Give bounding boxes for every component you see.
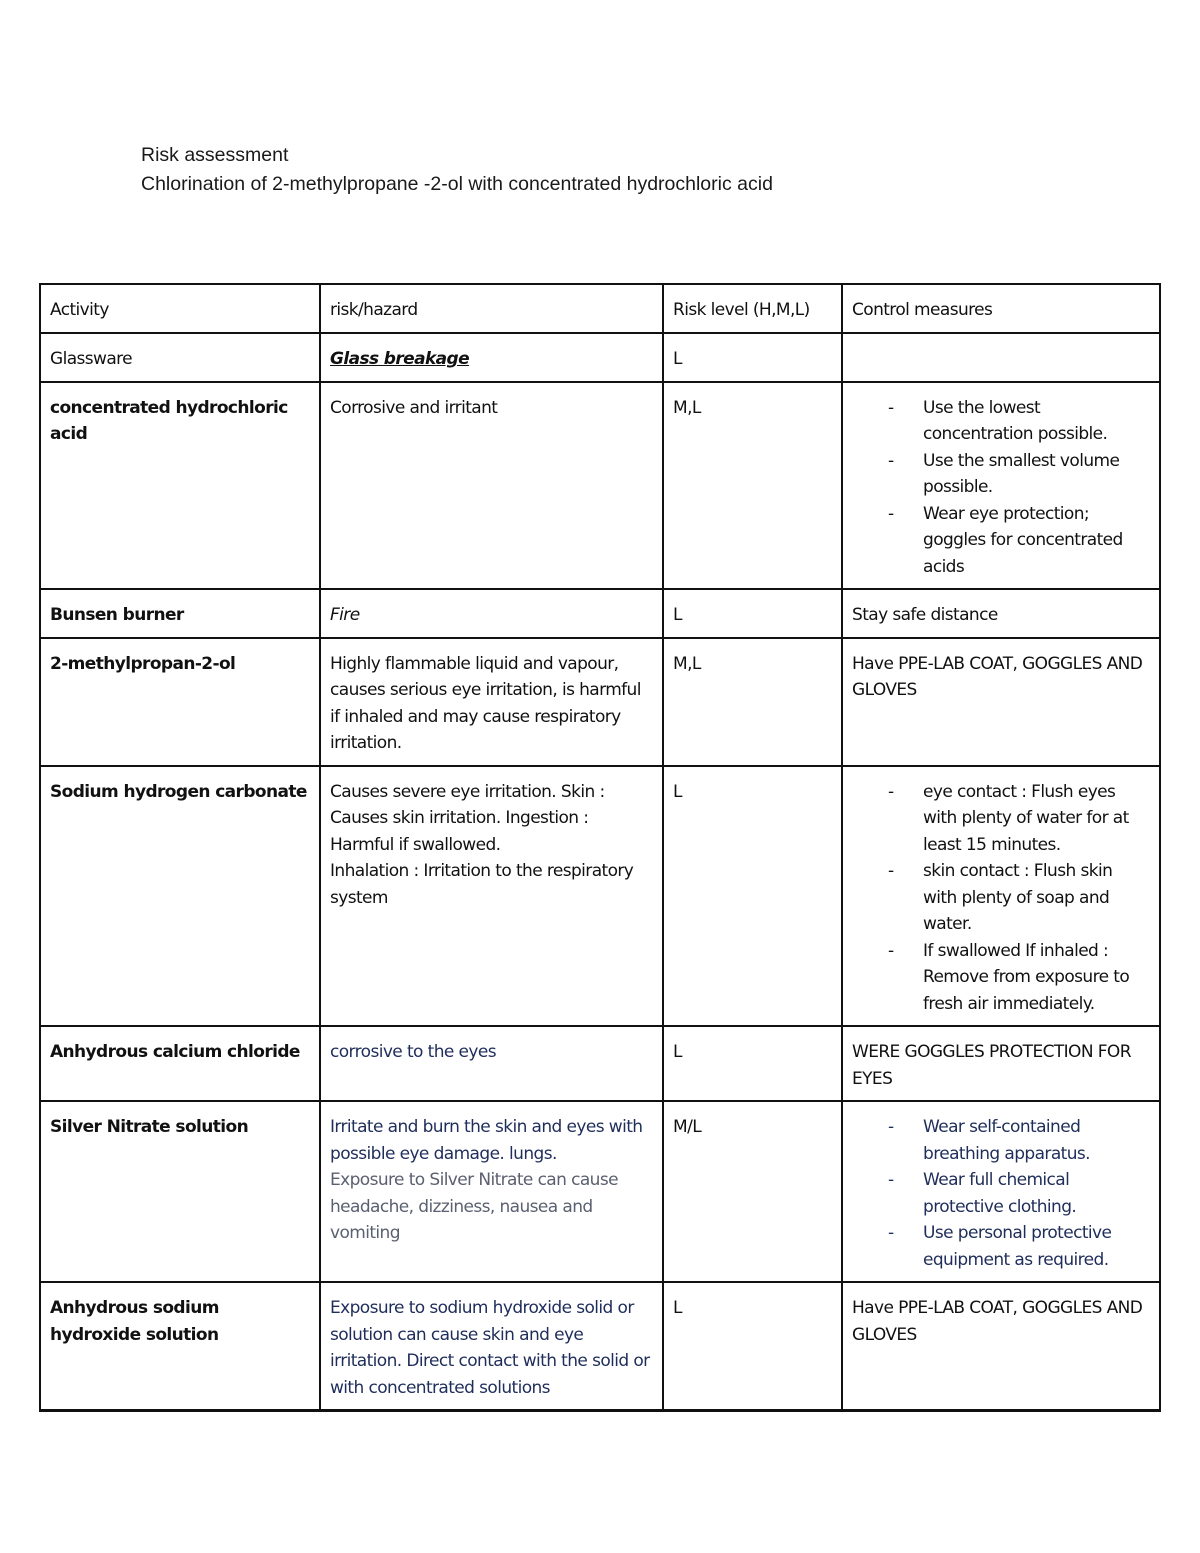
table-row	[40, 589, 1160, 638]
control-cell	[842, 766, 1160, 1027]
hazard-text-2: Inhalation : Irritation to the respiratory system	[330, 861, 634, 908]
table-row	[40, 1101, 1160, 1282]
table-row	[40, 382, 1160, 590]
activity-cell: Silver Nitrate solution	[40, 1101, 320, 1282]
table-row	[40, 333, 1160, 382]
control-cell	[842, 1101, 1160, 1282]
hazard-cell	[320, 766, 663, 1027]
table-row	[40, 766, 1160, 1027]
header-control-measures: Control measures	[842, 284, 1160, 333]
hazard-text: Irritate and burn the skin and eyes with possible eye damage. lungs.	[330, 1117, 643, 1164]
control-cell: Stay safe distance	[842, 589, 1160, 638]
risk-level-cell: L	[663, 1282, 842, 1411]
control-item: - Use personal protective equipment as required.	[852, 1220, 1150, 1273]
table-row	[40, 1026, 1160, 1101]
control-cell: Have PPE-LAB COAT, GOGGLES AND GLOVES	[842, 638, 1160, 766]
control-item: - Wear full chemical protective clothing.	[852, 1167, 1150, 1220]
control-cell: Have PPE-LAB COAT, GOGGLES AND GLOVES	[842, 1282, 1160, 1411]
hazard-text: Causes severe eye irritation. Skin : Causes skin irritation. Ingestion : Harmful if swallowed.	[330, 781, 605, 855]
control-cell: WERE GOGGLES PROTECTION FOR EYES	[842, 1026, 1160, 1101]
risk-level-cell: M,L	[663, 638, 842, 766]
hazard-text: Glass breakage	[330, 349, 470, 369]
hazard-cell	[320, 333, 663, 382]
activity-cell: Anhydrous sodium hydroxide solution	[40, 1282, 320, 1411]
control-item: - Wear self-contained breathing apparatus.	[852, 1114, 1150, 1167]
risk-level-cell: L	[663, 1026, 842, 1101]
control-item: - eye contact : Flush eyes with plenty of water for at least 15 minutes.	[852, 779, 1150, 859]
header-hazard: risk/hazard	[320, 284, 663, 333]
control-list	[852, 779, 1150, 1018]
table-row	[40, 1282, 1160, 1411]
activity-cell: 2-methylpropan-2-ol	[40, 638, 320, 766]
hazard-cell: Corrosive and irritant	[320, 382, 663, 590]
risk-assessment-table	[39, 283, 1161, 1412]
risk-level-cell: L	[663, 766, 842, 1027]
activity-cell: Sodium hydrogen carbonate	[40, 766, 320, 1027]
risk-level-cell: L	[663, 333, 842, 382]
control-item: - If swallowed If inhaled : Remove from exposure to fresh air immediately.	[852, 938, 1150, 1018]
header-activity: Activity	[40, 284, 320, 333]
control-item: - Use the smallest volume possible.	[852, 448, 1150, 501]
control-list	[852, 1114, 1150, 1273]
hazard-cell: Highly flammable liquid and vapour, causes serious eye irritation, is harmful if inhaled and may cause respiratory irritation.	[320, 638, 663, 766]
header-risk-level: Risk level (H,M,L)	[663, 284, 842, 333]
hazard-cell: corrosive to the eyes	[320, 1026, 663, 1101]
hazard-text: Fire	[330, 605, 360, 625]
hazard-cell	[320, 1101, 663, 1282]
risk-level-cell: M,L	[663, 382, 842, 590]
table-row	[40, 638, 1160, 766]
document-title: Risk assessment	[141, 144, 289, 166]
control-list	[852, 395, 1150, 581]
control-cell	[842, 333, 1160, 382]
control-item: - Use the lowest concentration possible.	[852, 395, 1150, 448]
activity-cell: Glassware	[40, 333, 320, 382]
activity-cell: Bunsen burner	[40, 589, 320, 638]
control-item: - Wear eye protection; goggles for concentrated acids	[852, 501, 1150, 581]
document-heading	[141, 141, 773, 199]
risk-level-cell: M/L	[663, 1101, 842, 1282]
hazard-cell: Exposure to sodium hydroxide solid or solution can cause skin and eye irritation. Direct contact with the solid or with concentrated solutions	[320, 1282, 663, 1411]
activity-cell: Anhydrous calcium chloride	[40, 1026, 320, 1101]
hazard-text-2: Exposure to Silver Nitrate can cause headache, dizziness, nausea and vomiting	[330, 1170, 618, 1243]
activity-cell: concentrated hydrochloric acid	[40, 382, 320, 590]
control-cell	[842, 382, 1160, 590]
hazard-cell	[320, 589, 663, 638]
control-item: - skin contact : Flush skin with plenty of soap and water.	[852, 858, 1150, 938]
risk-level-cell: L	[663, 589, 842, 638]
table-header-row	[40, 284, 1160, 333]
document-subtitle: Chlorination of 2-methylpropane -2-ol with concentrated hydrochloric acid	[141, 173, 773, 195]
